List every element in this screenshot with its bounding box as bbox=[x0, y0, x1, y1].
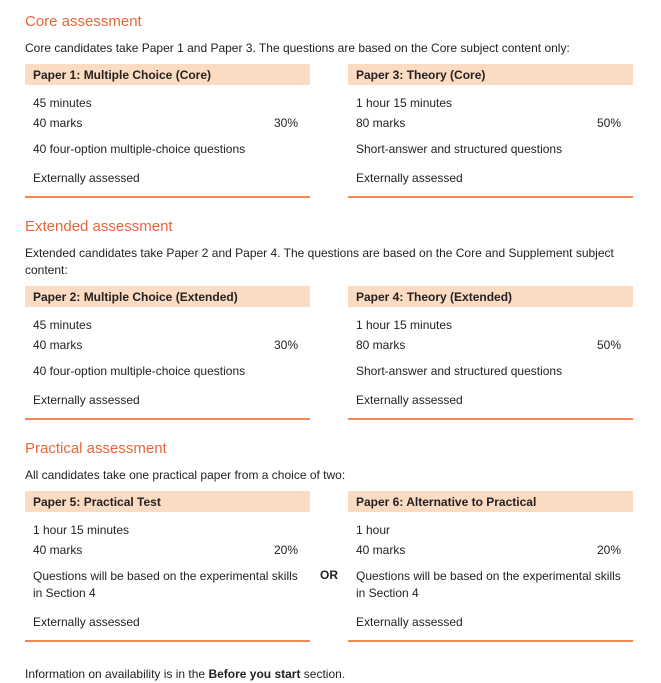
section-practical-assessment bbox=[25, 439, 635, 642]
paper-duration: 1 hour 15 minutes bbox=[356, 96, 453, 110]
paper-marks: 40 marks bbox=[33, 543, 83, 557]
paper-card-body bbox=[25, 85, 310, 187]
section-intro: All candidates take one practical paper from a choice of two: bbox=[25, 468, 346, 482]
paper-duration: 1 hour bbox=[356, 523, 391, 537]
paper-marks: 40 marks bbox=[33, 338, 83, 352]
paper-card-paper-1 bbox=[25, 64, 310, 198]
paper-title: Paper 5: Practical Test bbox=[25, 491, 310, 512]
availability-note bbox=[25, 666, 635, 683]
paper-description: Short-answer and structured questions bbox=[356, 364, 563, 378]
paper-weighting: 20% bbox=[273, 543, 298, 557]
paper-marks: 40 marks bbox=[33, 116, 83, 130]
section-intro: Extended candidates take Paper 2 and Paper 4. The questions are based on the Core and Supplement subject content: bbox=[25, 246, 614, 277]
paper-weighting: 20% bbox=[596, 543, 621, 557]
paper-marks-row bbox=[356, 113, 621, 133]
section-heading: Practical assessment bbox=[25, 440, 167, 457]
paper-marks-row bbox=[33, 540, 298, 560]
paper-marks-row bbox=[356, 540, 621, 560]
paper-description: 40 four-option multiple-choice questions bbox=[33, 364, 246, 378]
paper-assessment: Externally assessed bbox=[356, 615, 463, 629]
paper-marks: 80 marks bbox=[356, 116, 406, 130]
section-heading: Extended assessment bbox=[25, 218, 173, 235]
paper-cards-row bbox=[25, 491, 635, 642]
paper-title: Paper 2: Multiple Choice (Extended) bbox=[25, 286, 310, 307]
availability-note-prefix: Information on availability is in the bbox=[25, 667, 209, 681]
column-gap bbox=[310, 286, 348, 363]
paper-duration: 1 hour 15 minutes bbox=[33, 523, 130, 537]
paper-card-body bbox=[25, 512, 310, 631]
column-gap bbox=[310, 491, 348, 582]
column-gap bbox=[310, 64, 348, 141]
paper-card-body bbox=[348, 85, 633, 187]
paper-duration: 45 minutes bbox=[33, 96, 92, 110]
paper-card-body bbox=[348, 307, 633, 409]
paper-card-paper-2 bbox=[25, 286, 310, 420]
paper-title: Paper 3: Theory (Core) bbox=[348, 64, 633, 85]
paper-description: 40 four-option multiple-choice questions bbox=[33, 142, 246, 156]
paper-assessment: Externally assessed bbox=[33, 393, 140, 407]
paper-card-paper-5 bbox=[25, 491, 310, 642]
paper-weighting: 50% bbox=[596, 338, 621, 352]
paper-card-paper-6 bbox=[348, 491, 633, 642]
paper-cards-row bbox=[25, 64, 635, 198]
paper-card-paper-3 bbox=[348, 64, 633, 198]
paper-card-body bbox=[348, 512, 633, 631]
paper-assessment: Externally assessed bbox=[356, 171, 463, 185]
paper-assessment: Externally assessed bbox=[356, 393, 463, 407]
paper-marks-row bbox=[33, 335, 298, 355]
paper-marks: 80 marks bbox=[356, 338, 406, 352]
paper-marks: 40 marks bbox=[356, 543, 406, 557]
section-intro: Core candidates take Paper 1 and Paper 3. The questions are based on the Core subject content only: bbox=[25, 41, 570, 55]
or-label: OR bbox=[320, 568, 338, 582]
section-core-assessment bbox=[25, 12, 635, 198]
paper-cards-row bbox=[25, 286, 635, 420]
section-heading: Core assessment bbox=[25, 13, 142, 30]
paper-title: Paper 6: Alternative to Practical bbox=[348, 491, 633, 512]
paper-description: Questions will be based on the experimental skills in Section 4 bbox=[33, 569, 298, 600]
paper-title: Paper 4: Theory (Extended) bbox=[348, 286, 633, 307]
paper-duration: 45 minutes bbox=[33, 318, 92, 332]
paper-assessment: Externally assessed bbox=[33, 171, 140, 185]
paper-assessment: Externally assessed bbox=[33, 615, 140, 629]
paper-weighting: 50% bbox=[596, 116, 621, 130]
paper-description: Short-answer and structured questions bbox=[356, 142, 563, 156]
paper-title: Paper 1: Multiple Choice (Core) bbox=[25, 64, 310, 85]
paper-card-paper-4 bbox=[348, 286, 633, 420]
paper-weighting: 30% bbox=[273, 338, 298, 352]
availability-note-bold: Before you start bbox=[208, 667, 301, 681]
section-extended-assessment bbox=[25, 217, 635, 420]
paper-card-body bbox=[25, 307, 310, 409]
paper-marks-row bbox=[356, 335, 621, 355]
availability-note-suffix: section. bbox=[300, 667, 346, 681]
paper-duration: 1 hour 15 minutes bbox=[356, 318, 453, 332]
paper-weighting: 30% bbox=[273, 116, 298, 130]
paper-marks-row bbox=[33, 113, 298, 133]
paper-description: Questions will be based on the experimental skills in Section 4 bbox=[356, 569, 621, 600]
